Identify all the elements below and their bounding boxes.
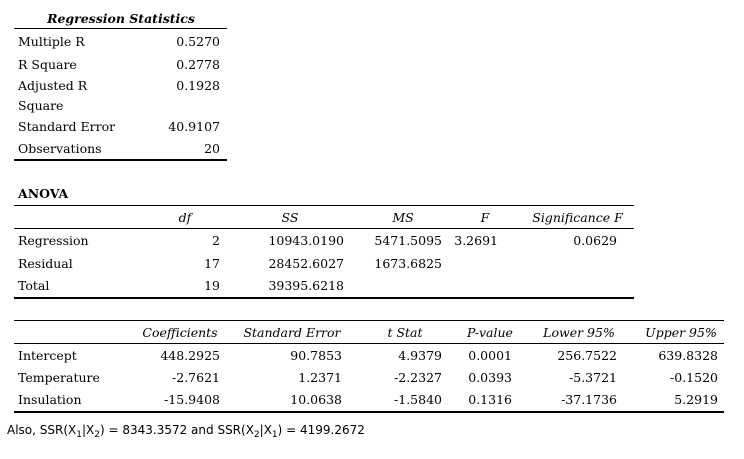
stat-label: Adjusted R — [18, 78, 88, 93]
coef-header: Standard Error — [243, 325, 341, 340]
anova-cell: 3.2691 — [454, 233, 498, 248]
coef-cell: -1.5840 — [394, 392, 442, 407]
coef-row-label: Temperature — [18, 370, 100, 385]
coef-row-label: Insulation — [18, 392, 82, 407]
coef-cell: 448.2925 — [160, 348, 220, 363]
rule — [14, 159, 227, 161]
coef-cell: 1.2371 — [298, 370, 342, 385]
stat-value: 0.5270 — [176, 34, 220, 49]
stat-value: 20 — [204, 141, 220, 156]
rule — [14, 411, 724, 413]
footnote-text: ) = 4199.2672 — [277, 423, 365, 437]
anova-cell: 10943.0190 — [268, 233, 344, 248]
coef-cell: -2.2327 — [394, 370, 442, 385]
anova-cell: 17 — [204, 256, 220, 271]
stat-label: Standard Error — [18, 119, 116, 134]
footnote-text: |X — [81, 423, 95, 437]
anova-header-ss: SS — [281, 210, 299, 225]
anova-cell: 5471.5095 — [374, 233, 442, 248]
stat-label: Square — [18, 98, 64, 113]
rule — [14, 320, 724, 321]
footnote-subscript: 2 — [253, 430, 260, 440]
coef-cell: -5.3721 — [569, 370, 617, 385]
regression-statistics-title: Regression Statistics — [47, 11, 195, 26]
footnote-subscript: 1 — [271, 430, 278, 440]
coef-cell: -15.9408 — [164, 392, 220, 407]
anova-title: ANOVA — [18, 186, 69, 201]
anova-header-significance-f: Significance F — [532, 210, 623, 225]
coef-cell: 5.2919 — [674, 392, 718, 407]
coef-cell: -0.1520 — [670, 370, 718, 385]
coef-cell: 4.9379 — [398, 348, 442, 363]
anova-row-label: Residual — [18, 256, 73, 271]
footnote — [7, 422, 365, 440]
coef-header: P-value — [467, 325, 513, 340]
anova-row-label: Regression — [18, 233, 89, 248]
anova-cell: 28452.6027 — [268, 256, 344, 271]
footnote-text: ) = 8343.3572 and SSR(X — [99, 423, 254, 437]
stat-value: 40.9107 — [168, 119, 220, 134]
coef-cell: -37.1736 — [561, 392, 617, 407]
coef-cell: 10.0638 — [290, 392, 342, 407]
anova-cell: 19 — [204, 278, 220, 293]
footnote-subscript: 1 — [76, 430, 82, 440]
anova-header-ms: MS — [392, 210, 414, 225]
coef-cell: 90.7853 — [290, 348, 342, 363]
coef-cell: 0.0393 — [468, 370, 512, 385]
stat-value: 0.1928 — [176, 78, 220, 93]
coef-header: Lower 95% — [543, 325, 615, 340]
coef-header: t Stat — [387, 325, 423, 340]
anova-cell: 0.0629 — [573, 233, 617, 248]
coef-cell: 0.0001 — [468, 348, 512, 363]
footnote-subscript: 2 — [94, 430, 100, 440]
stat-label: Multiple R — [18, 34, 85, 49]
rule — [14, 228, 634, 229]
rule — [14, 297, 634, 299]
anova-row-label: Total — [18, 278, 50, 293]
rule — [14, 205, 634, 206]
coef-cell: 639.8328 — [658, 348, 718, 363]
stat-label: R Square — [18, 57, 77, 72]
rule — [14, 343, 724, 344]
footnote-text: Also, SSR(X — [7, 423, 77, 437]
footnote-text: |X — [259, 423, 272, 437]
coef-row-label: Intercept — [18, 348, 77, 363]
coef-header: Upper 95% — [645, 325, 717, 340]
stat-label: Observations — [18, 141, 102, 156]
anova-cell: 2 — [212, 233, 220, 248]
anova-cell: 39395.6218 — [268, 278, 344, 293]
coef-header: Coefficients — [142, 325, 218, 340]
anova-cell: 1673.6825 — [374, 256, 442, 271]
rule — [14, 28, 227, 29]
anova-header-df: df — [178, 210, 192, 225]
stat-value: 0.2778 — [176, 57, 220, 72]
coef-cell: 0.1316 — [468, 392, 512, 407]
coef-cell: 256.7522 — [557, 348, 617, 363]
coef-cell: -2.7621 — [172, 370, 220, 385]
anova-header-f: F — [480, 210, 490, 225]
